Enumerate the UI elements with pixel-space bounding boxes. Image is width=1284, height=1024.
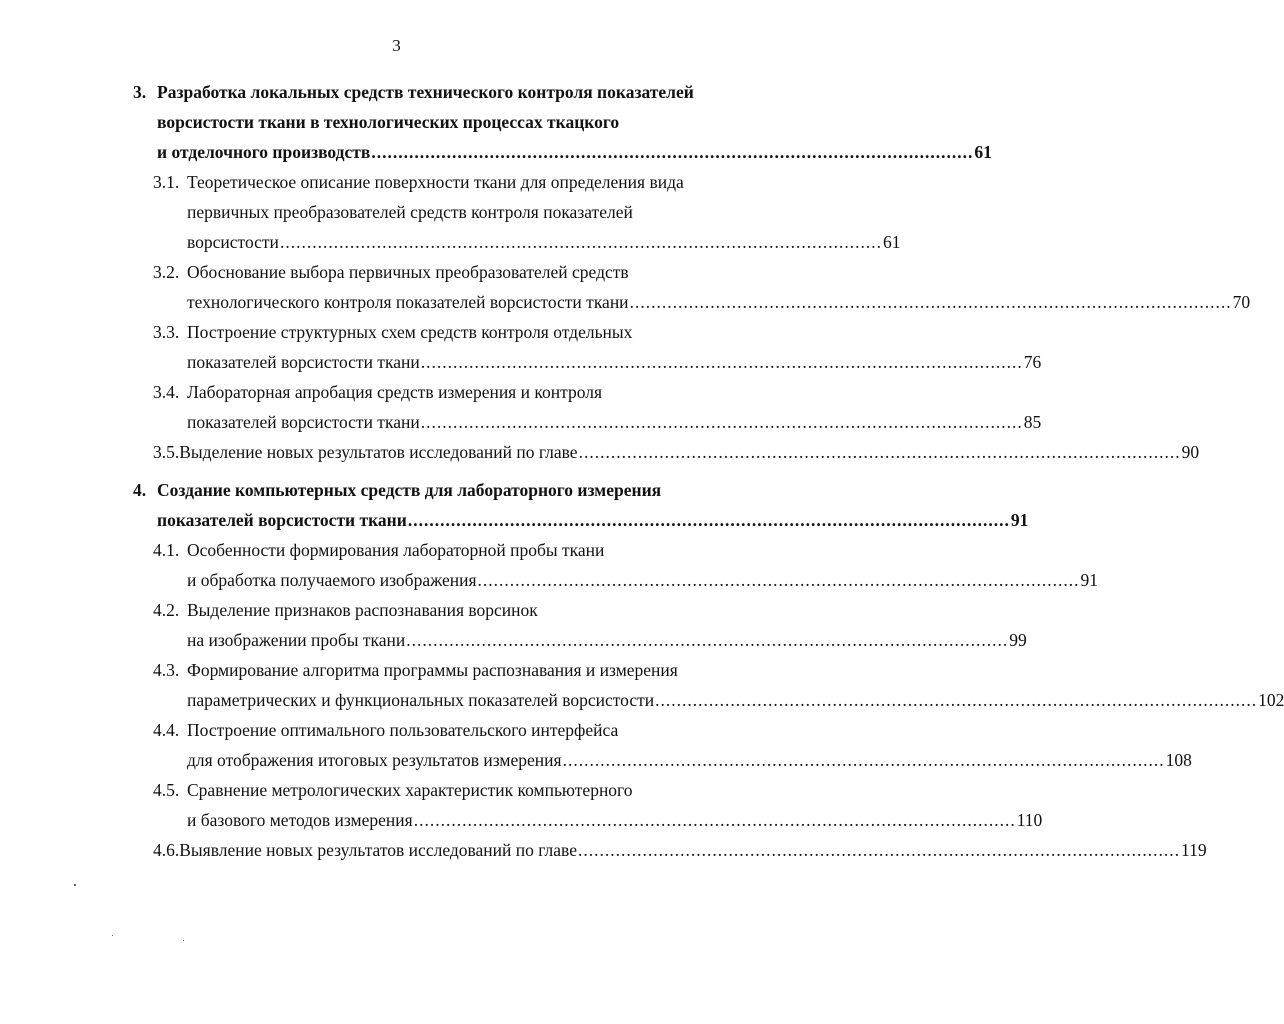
scan-speck: [112, 935, 113, 936]
scan-speck: [183, 940, 184, 941]
section-4-4-line-2: для отображения итоговых результатов измерения ................................................................................................................ 108: [187, 750, 1192, 770]
leader-dots: ................................................................................................................: [655, 690, 1258, 710]
section-4-4-page: 108: [1165, 750, 1192, 770]
section-3-4-line-1: 3.4. Лабораторная апробация средств измерения и контроля: [153, 382, 602, 402]
section-3-3-number: 3.3.: [153, 322, 180, 342]
section-4-3-number: 4.3.: [153, 660, 180, 680]
section-4-3-line-1: 4.3. Формирование алгоритма программы распознавания и измерения: [153, 660, 678, 680]
section-4-3-page: 102: [1258, 690, 1284, 710]
leader-dots: ................................................................................................................: [629, 292, 1232, 312]
section-3-4-page: 85: [1023, 412, 1042, 432]
leader-dots: ................................................................................................................: [562, 750, 1165, 770]
section-3-3-line-1: 3.3. Построение структурных схем средств контроля отдельных: [153, 322, 633, 342]
section-3-2-number: 3.2.: [153, 262, 180, 282]
leader-dots: ................................................................................................................: [477, 570, 1080, 590]
section-3-1-line-1: 3.1. Теоретическое описание поверхности ткани для определения вида: [153, 172, 684, 192]
section-3-3-page: 76: [1023, 352, 1042, 372]
section-4-2-number: 4.2.: [153, 600, 180, 620]
section-4-5-line-2: и базового методов измерения ................................................................................................................ 110: [187, 810, 1043, 830]
page-number: 3: [392, 36, 401, 55]
section-3-2-page: 70: [1232, 292, 1251, 312]
section-3-5-number: 3.5.: [153, 442, 180, 462]
leader-dots: ................................................................................................................: [371, 142, 974, 162]
section-3-4-number: 3.4.: [153, 382, 180, 402]
section-4-1-line-2: и обработка получаемого изображения ................................................................................................................ 91: [187, 570, 1099, 590]
chapter-4-title-line-2: показателей ворсистости ткани ................................................................................................................ 91: [157, 510, 1029, 530]
section-3-5-line-1: 3.5. Выделение новых результатов исследований по главе ................................................................................................................ 90: [153, 442, 1200, 462]
scan-speck: [74, 884, 76, 886]
section-4-3-line-2: параметрических и функциональных показателей ворсистости ................................................................................................................ 102: [187, 690, 1284, 710]
leader-dots: ................................................................................................................: [413, 810, 1016, 830]
leader-dots: ................................................................................................................: [279, 232, 882, 252]
section-4-6-line-1: 4.6. Выявление новых результатов исследований по главе ................................................................................................................ 119: [153, 840, 1207, 860]
section-4-5-line-1: 4.5. Сравнение метрологических характеристик компьютерного: [153, 780, 633, 800]
leader-dots: ................................................................................................................: [406, 630, 1009, 650]
chapter-3-title-line-1: 3. Разработка локальных средств технического контроля показателей: [133, 82, 694, 102]
section-3-2-line-2: технологического контроля показателей ворсистости ткани ................................................................................................................ 70: [187, 292, 1251, 312]
section-3-2-line-1: 3.2. Обоснование выбора первичных преобразователей средств: [153, 262, 629, 282]
section-3-1-line-3: ворсистости ................................................................................................................ 61: [187, 232, 901, 252]
section-4-2-page: 99: [1009, 630, 1027, 650]
chapter-4-title-line-1: 4. Создание компьютерных средств для лабораторного измерения: [133, 480, 662, 500]
leader-dots: ................................................................................................................: [407, 510, 1010, 530]
section-4-1-page: 91: [1080, 570, 1099, 590]
section-3-3-line-2: показателей ворсистости ткани ................................................................................................................ 76: [187, 352, 1042, 372]
chapter-3-number: 3.: [133, 82, 147, 102]
section-3-1-page: 61: [882, 232, 901, 252]
section-3-5-page: 90: [1181, 442, 1200, 462]
leader-dots: ................................................................................................................: [577, 840, 1180, 860]
leader-dots: ................................................................................................................: [578, 442, 1181, 462]
section-4-4-number: 4.4.: [153, 720, 180, 740]
chapter-4-page: 91: [1010, 510, 1029, 530]
section-4-5-number: 4.5.: [153, 780, 180, 800]
section-4-1-number: 4.1.: [153, 540, 180, 560]
chapter-3-title-line-2: ворсистости ткани в технологических процессах ткацкого: [157, 112, 620, 132]
section-3-4-line-2: показателей ворсистости ткани ................................................................................................................ 85: [187, 412, 1042, 432]
section-4-6-number: 4.6.: [153, 840, 180, 860]
chapter-4-number: 4.: [133, 480, 147, 500]
section-4-6-page: 119: [1180, 840, 1207, 860]
section-3-1-number: 3.1.: [153, 172, 180, 192]
section-4-2-line-2: на изображении пробы ткани ................................................................................................................ 99: [187, 630, 1027, 650]
section-4-2-line-1: 4.2. Выделение признаков распознавания ворсинок: [153, 600, 538, 620]
leader-dots: ................................................................................................................: [420, 412, 1023, 432]
section-4-5-page: 110: [1016, 810, 1043, 830]
section-4-4-line-1: 4.4. Построение оптимального пользовательского интерфейса: [153, 720, 619, 740]
section-4-1-line-1: 4.1. Особенности формирования лабораторной пробы ткани: [153, 540, 605, 560]
section-3-1-line-2: первичных преобразователей средств контроля показателей: [187, 202, 633, 222]
chapter-3-page: 61: [974, 142, 992, 162]
leader-dots: ................................................................................................................: [420, 352, 1023, 372]
chapter-3-title-line-3: и отделочного производств ................................................................................................................ 61: [157, 142, 992, 162]
